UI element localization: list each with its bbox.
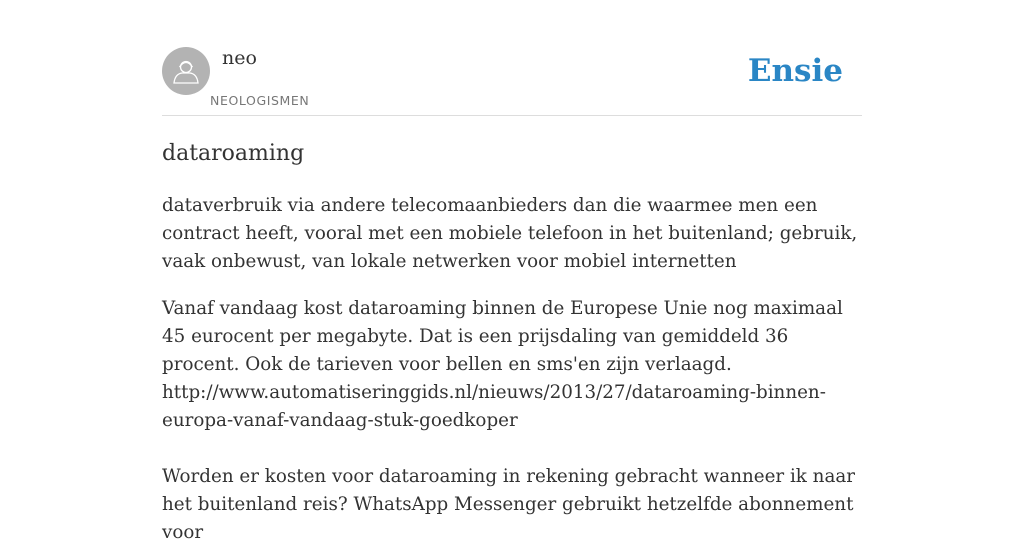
header-divider bbox=[162, 115, 862, 116]
entry-example: Vanaf vandaag kost dataroaming binnen de Europese Unie nog maximaal 45 eurocent per megabyte. Dat is een prijsdaling van gemiddeld 36 procent. Ook de tarieven voor bellen en sms'en zijn verlaagd. http://www.automatiseringgids.nl/nieuws/2013/27/dataroaming-binnen-europa-vanaf-vandaag-stuk-goedkoper Worden er kosten voor dataroaming in rekening gebracht wanneer ik naar het buitenland reis? WhatsApp Messenger gebruikt hetzelfde abonnement voor bbox=[162, 298, 855, 543]
user-icon bbox=[162, 47, 210, 95]
category-label[interactable]: NEOLOGISMEN bbox=[210, 93, 310, 108]
avatar[interactable] bbox=[162, 47, 210, 95]
entry-content bbox=[162, 138, 862, 547]
author-link[interactable]: neo bbox=[222, 47, 257, 69]
entry-title: dataroaming bbox=[162, 141, 305, 166]
brand-logo[interactable]: Ensie bbox=[747, 53, 843, 89]
header bbox=[162, 46, 862, 116]
entry-definition: dataverbruik via andere telecomaanbieders dan die waarmee men een contract heeft, vooral met een mobiele telefoon in het buitenland; gebruik, vaak onbewust, van lokale netwerken voor mobiel internetten bbox=[162, 195, 858, 272]
